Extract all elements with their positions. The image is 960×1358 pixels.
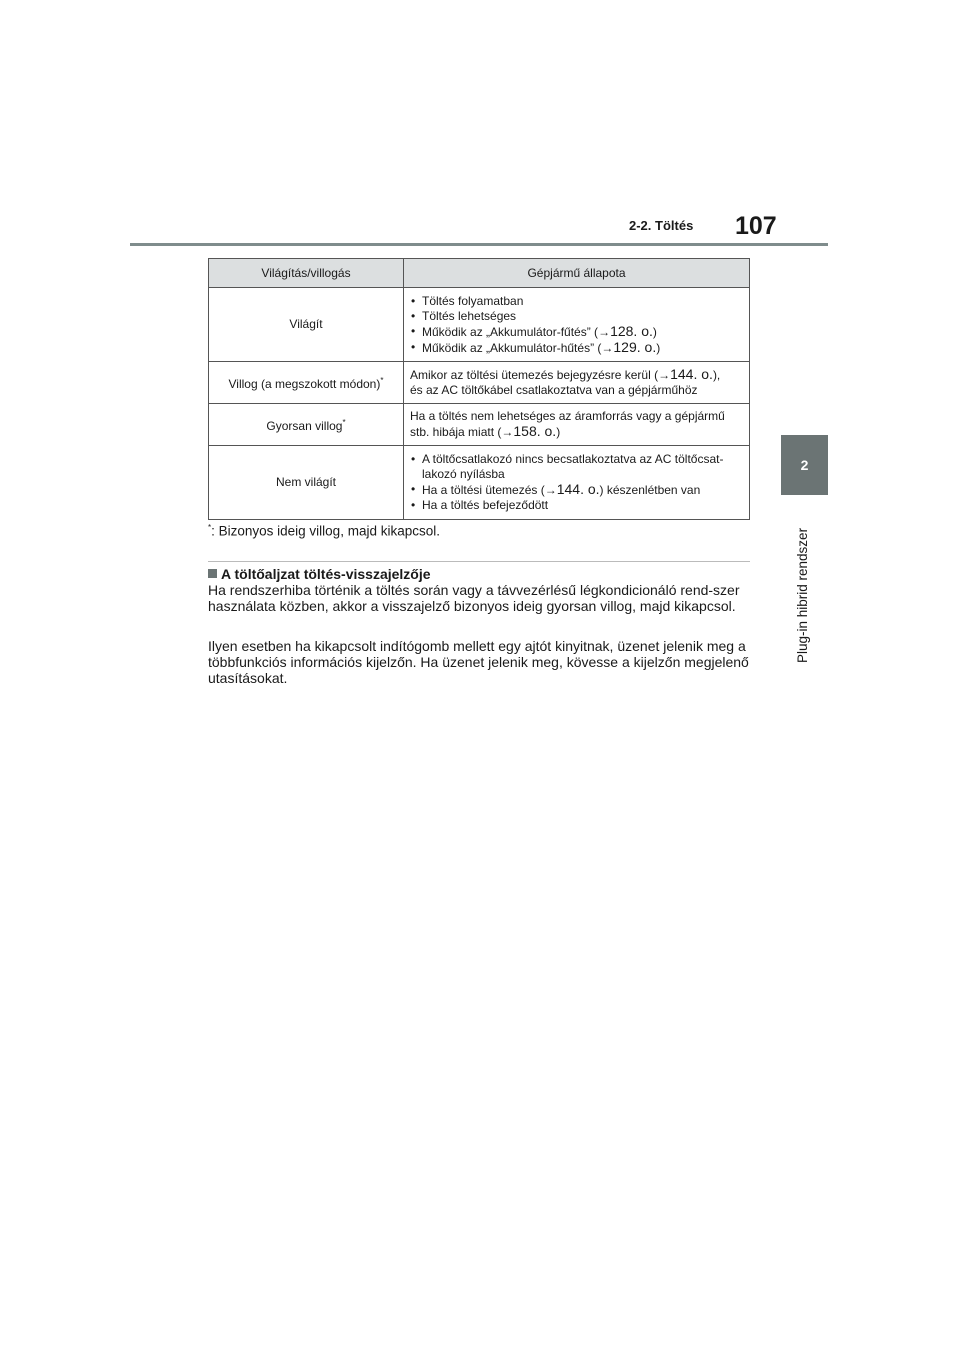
table-cell-description — [404, 446, 750, 520]
chapter-side-label — [795, 503, 815, 663]
arrow-right-icon: → — [544, 483, 557, 497]
table-row — [209, 362, 750, 404]
chapter-tab: 2 — [781, 435, 828, 495]
table-cell-description — [404, 362, 750, 404]
page-reference: 158. o. — [513, 423, 557, 439]
table-row — [209, 288, 750, 362]
list-item-text: Működik az „Akkumulátor-fűtés” ( — [422, 324, 599, 339]
table-cell-state — [209, 362, 404, 404]
state-label: Villog (a megszokott módon) — [228, 377, 381, 391]
list-item-text: Működik az „Akkumulátor-hűtés” ( — [422, 340, 602, 355]
section-divider — [208, 561, 750, 562]
table-cell-state: Nem világít — [209, 446, 404, 520]
description-text: Ha a töltés nem lehetséges az áramforrás vagy a gépjármű — [410, 409, 725, 423]
table-header-row — [209, 259, 750, 288]
header-section-title: 2-2. Töltés — [629, 218, 694, 233]
table-cell-description — [404, 288, 750, 362]
table-cell-state: Világít — [209, 288, 404, 362]
page-number: 107 — [735, 212, 777, 240]
description-text: Amikor az töltési ütemezés bejegyzésre kerül ( — [410, 368, 659, 382]
page-reference: 144. o. — [670, 366, 713, 382]
paragraph: Ilyen esetben ha kikapcsolt indítógomb mellett egy ajtót kinyitnak, üzenet jelenik meg a többfunkciós információs kijelzőn. Ha üzenet jelenik meg, kövesse a kijelzőn megjelenő utasításokat. — [208, 638, 749, 686]
list-item — [410, 482, 743, 498]
description-text: stb. hibája miatt ( — [410, 425, 502, 439]
close-paren: ) — [652, 324, 657, 339]
footnote-marker: * — [208, 523, 212, 532]
arrow-right-icon: → — [598, 324, 611, 339]
list-item: • Ha a töltés befejeződött — [410, 498, 743, 513]
close-paren: ) — [656, 340, 661, 355]
table-header-cell: Világítás/villogás — [209, 259, 404, 288]
list-item — [410, 340, 743, 356]
table-header-cell: Gépjármű állapota — [404, 259, 750, 288]
header-rule — [130, 243, 828, 246]
bullet-list — [410, 294, 743, 356]
table-row — [209, 446, 750, 520]
footnote-text: : Bizonyos ideig villog, majd kikapcsol. — [211, 523, 440, 539]
list-item-text: Ha a töltési ütemezés ( — [422, 483, 545, 497]
list-item-text: ) készenlétben van — [599, 483, 701, 497]
footnote-marker: * — [380, 376, 384, 385]
table-cell-description — [404, 404, 750, 446]
page-reference: 144. o. — [556, 481, 600, 497]
paragraph: Ha rendszerhiba történik a töltés során vagy a távvezérlésű légkondicionáló rend-szer használata közben, akkor a visszajelző bizonyos ideig gyorsan villog, majd kikapcsol. — [208, 582, 740, 614]
table-cell-state — [209, 404, 404, 446]
status-table — [208, 258, 750, 520]
section-heading — [208, 566, 431, 582]
chapter-title: Plug-in hibrid rendszer — [795, 527, 810, 663]
list-item — [410, 324, 743, 340]
close-paren: ) — [556, 425, 561, 439]
section-title-text: A töltőaljzat töltés-visszajelzője — [221, 566, 431, 582]
footnote — [208, 523, 440, 539]
footnote-marker: * — [342, 418, 346, 427]
description-text: és az AC töltőkábel csatlakoztatva van a gépjárműhöz — [410, 383, 698, 397]
list-item: • Töltés lehetséges — [410, 309, 743, 324]
page-reference: 128. o. — [610, 322, 653, 339]
arrow-right-icon: → — [501, 425, 514, 439]
state-label: Gyorsan villog — [266, 419, 343, 433]
table-row — [209, 404, 750, 446]
page-reference: 129. o. — [613, 338, 657, 355]
list-item: • A töltőcsatlakozó nincs becsatlakoztatva az AC töltőcsat-lakozó nyílásba — [410, 452, 743, 482]
description-text: ), — [712, 368, 721, 382]
arrow-right-icon: → — [601, 340, 614, 355]
arrow-right-icon: → — [658, 368, 671, 382]
square-bullet-icon — [208, 569, 217, 578]
bullet-list — [410, 452, 743, 513]
list-item: • Töltés folyamatban — [410, 294, 743, 309]
